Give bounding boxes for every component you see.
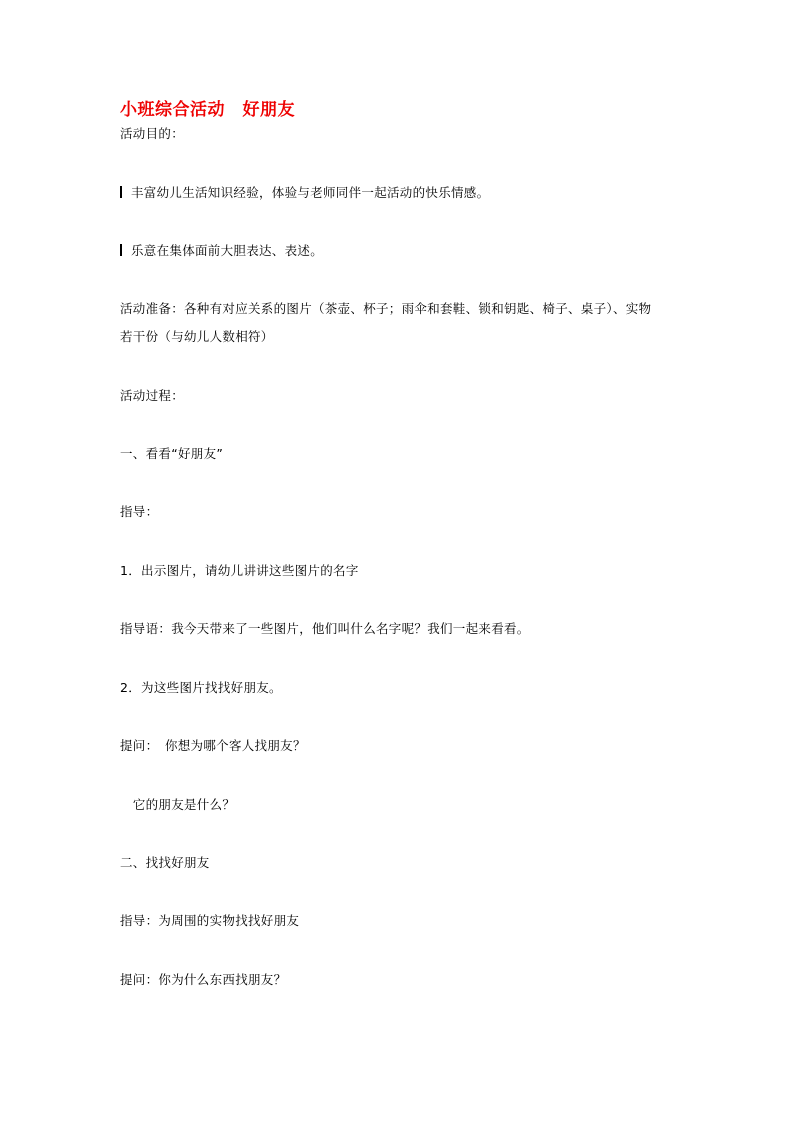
bullet-icon [120, 186, 122, 198]
step-item: 1．出示图片，请幼儿讲讲这些图片的名字 [120, 563, 359, 578]
goal-item [120, 241, 323, 259]
goal-text: 丰富幼儿生活知识经验，体验与老师同伴一起活动的快乐情感。 [131, 185, 490, 200]
goal-heading: 活动目的： [120, 126, 185, 141]
question-line: 提问：你为什么东西找朋友？ [120, 972, 287, 987]
step-item: 2．为这些图片找找好朋友。 [120, 680, 282, 695]
prep-line: 活动准备：各种有对应关系的图片（茶壶、杯子；雨伞和套鞋、锁和钥匙、椅子、桌子）、实物 [120, 301, 652, 316]
question-line: 提问： 你想为哪个客人找朋友？ [120, 738, 306, 753]
section-heading: 一、看看“好朋友” [120, 446, 224, 461]
prep-line-continued: 若干份（与幼儿人数相符） [120, 329, 274, 344]
guide-words: 指导语：我今天带来了一些图片，他们叫什么名字呢？我们一起来看看。 [120, 621, 530, 636]
document-title: 小班综合活动 好朋友 [120, 100, 295, 120]
goal-item [120, 183, 489, 201]
guide-heading: 指导： [120, 504, 159, 519]
process-heading: 活动过程： [120, 388, 185, 403]
bullet-icon [120, 244, 122, 256]
section-heading: 二、找找好朋友 [120, 855, 210, 870]
question-line: 它的朋友是什么？ [120, 797, 236, 812]
goal-text: 乐意在集体面前大胆表达、表述。 [131, 243, 324, 258]
guide-line: 指导：为周围的实物找找好朋友 [120, 913, 300, 928]
